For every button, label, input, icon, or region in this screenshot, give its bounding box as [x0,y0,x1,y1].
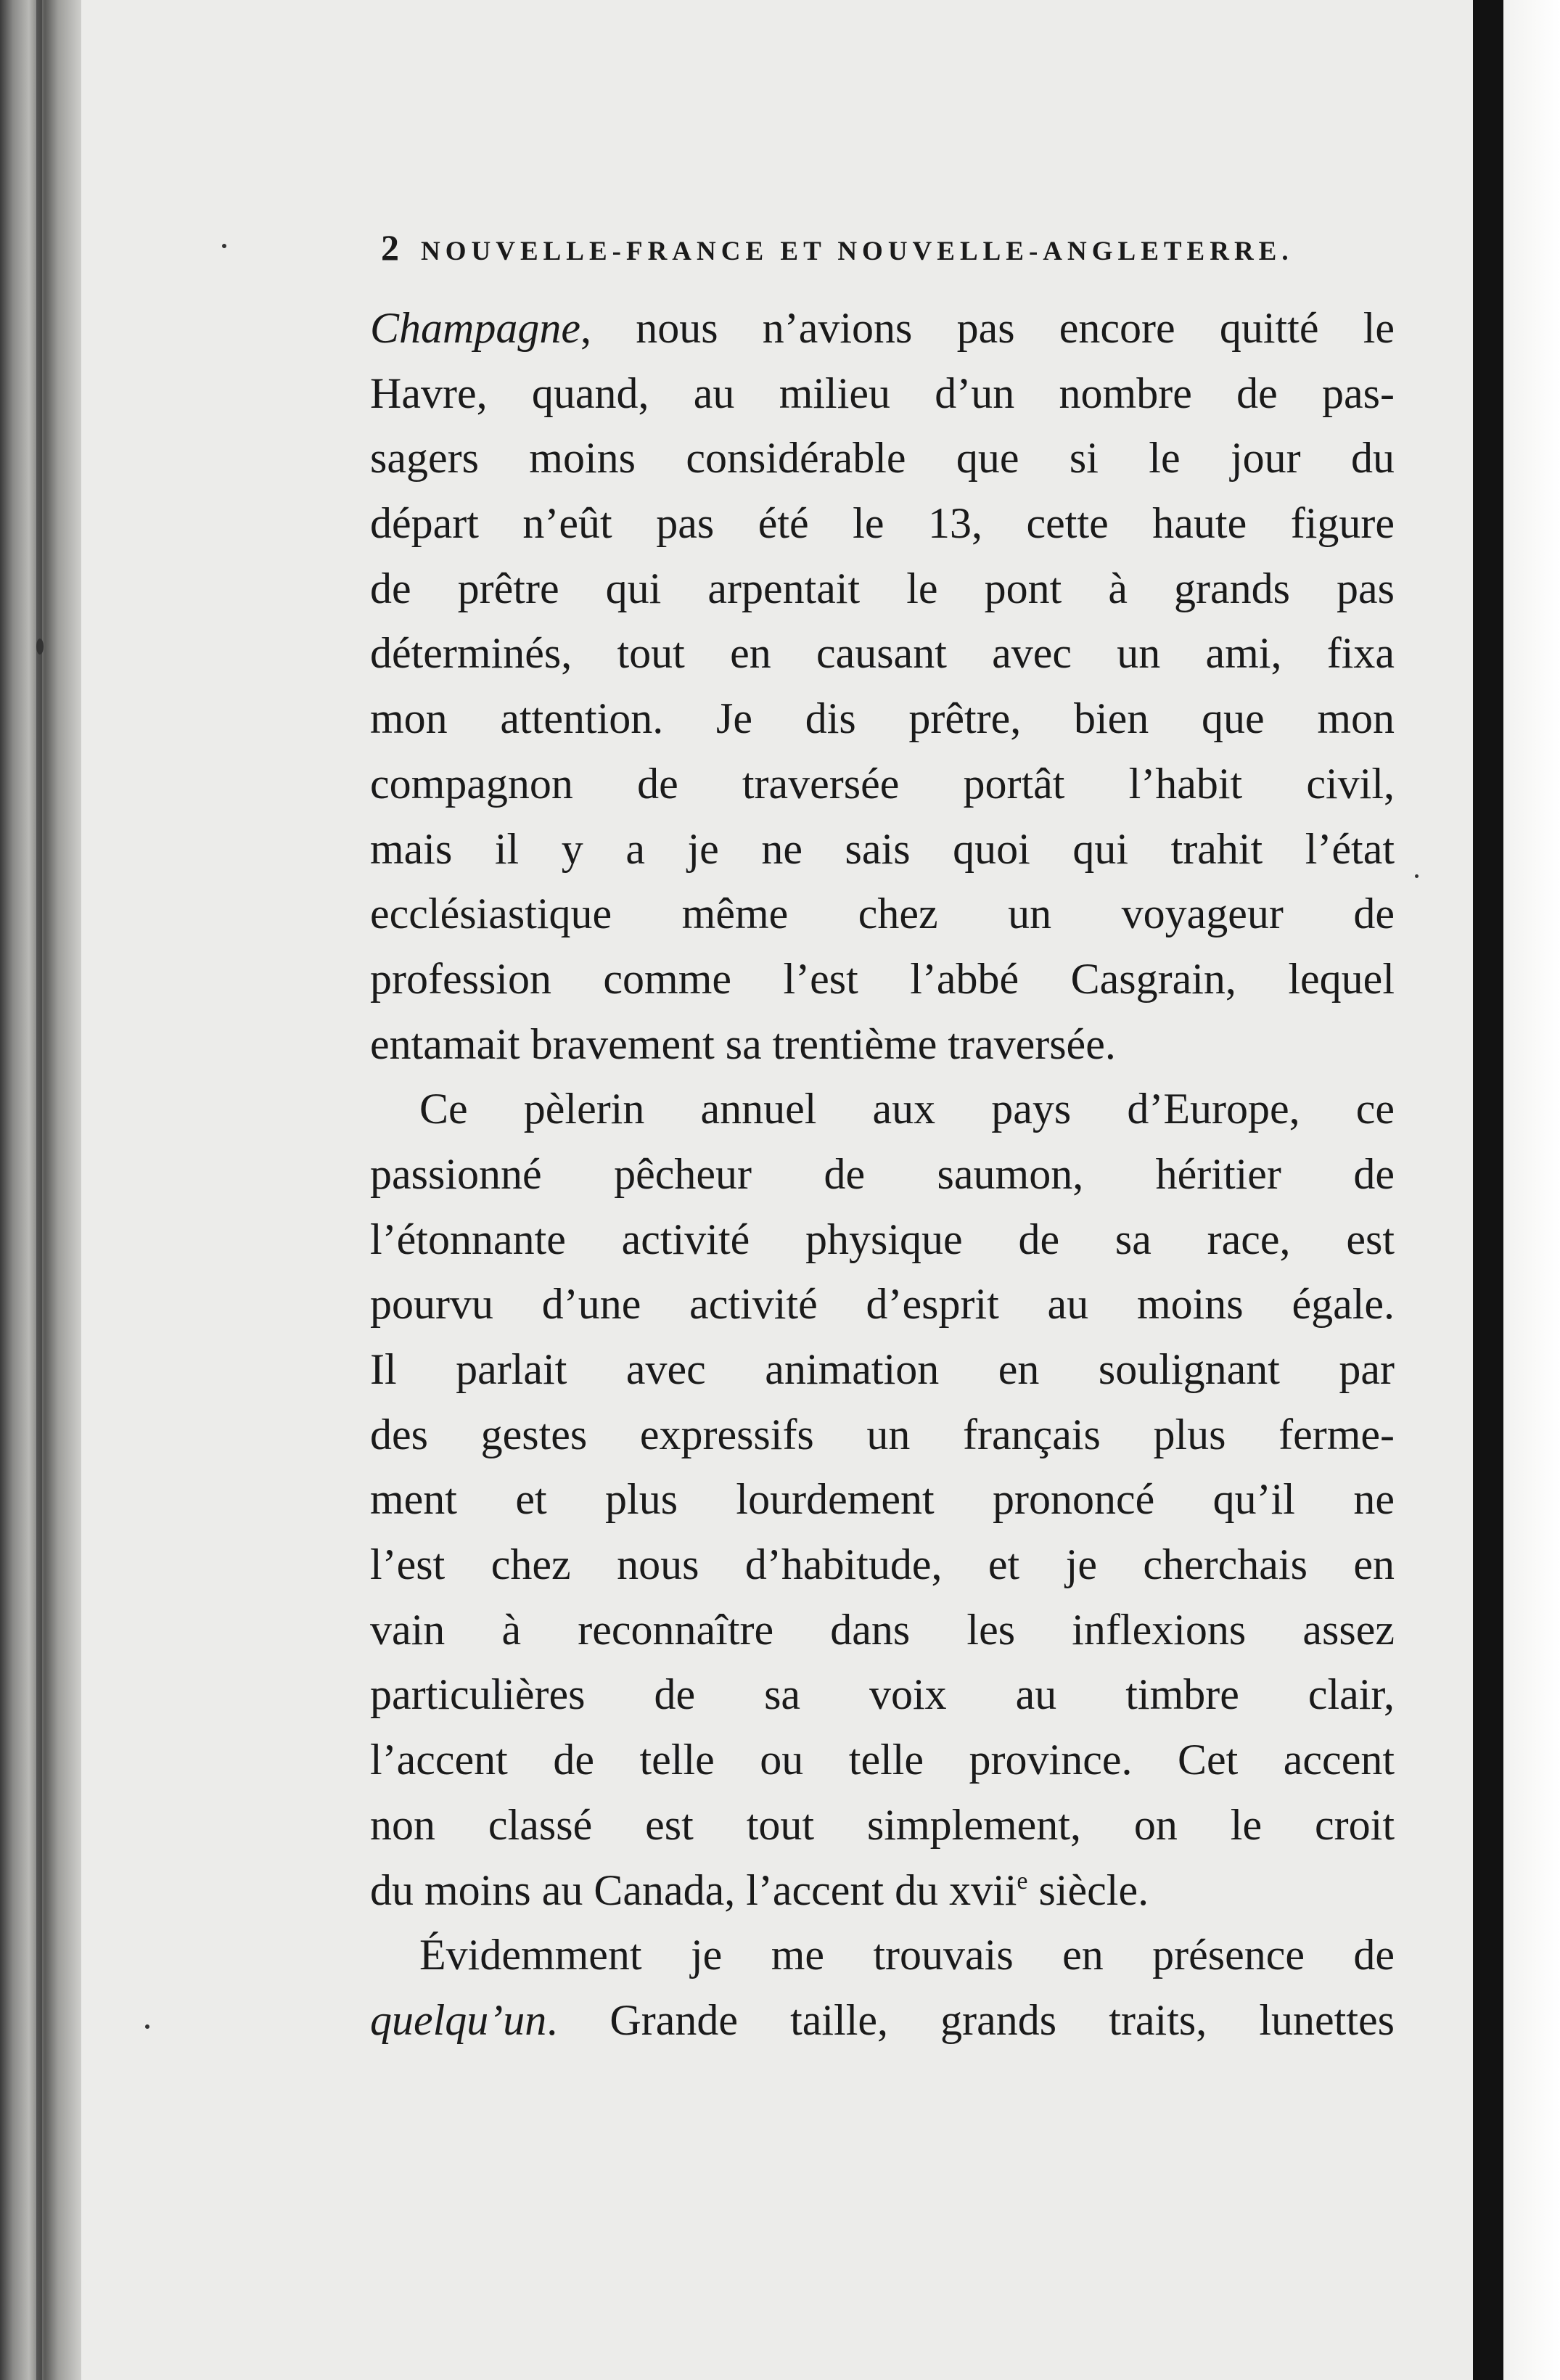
scan-left-edge-line [36,0,42,2380]
scan-right-margin [1503,0,1560,2380]
body-text [370,296,1395,2053]
line-text: du moins au Canada, l’accent du xvii [370,1866,1017,1914]
text-line: des gestes expressifs un français plus ferme- [370,1410,1395,1458]
scan-speck [36,639,44,654]
scan-speck [1415,874,1419,878]
text-line [370,1988,1395,2053]
text-line: mais il y a je ne sais quoi qui trahit l’état [370,824,1395,873]
text-line: ecclésiastique même chez un voyageur de [370,890,1395,938]
text-line: de prêtre qui arpentait le pont à grands pas [370,564,1395,612]
text-line: compagnon de traversée portât l’habit civil, [370,759,1395,808]
line-text: , nous n’avions pas encore quitté le [580,304,1395,352]
text-line [370,296,1395,361]
text-line: Havre, quand, au milieu d’un nombre de pas- [370,369,1395,417]
text-line: déterminés, tout en causant avec un ami, fixa [370,629,1395,678]
text-line: particulières de sa voix au timbre clair, [370,1670,1395,1719]
text-line: entamait bravement sa trentième traversée. [370,1019,1116,1068]
running-title: NOUVELLE-FRANCE ET NOUVELLE-ANGLETERRE. [421,237,1294,266]
running-head [381,226,1353,268]
binding-bar [1473,0,1503,2380]
text-line: l’accent de telle ou telle province. Cet accent [370,1736,1395,1784]
text-line: mon attention. Je dis prêtre, bien que mon [370,694,1395,743]
text-line: l’étonnante activité physique de sa race, est [370,1215,1395,1263]
text-line: départ n’eût pas été le 13, cette haute figure [370,499,1395,548]
text-line: Ce pèlerin annuel aux pays d’Europe, ce [419,1085,1395,1133]
italic-word: quelqu’un [370,1995,547,2044]
superscript: e [1017,1867,1028,1895]
text-line: non classé est tout simplement, on le croit [370,1800,1395,1849]
text-line: Il parlait avec animation en soulignant par [370,1345,1395,1393]
text-line: ment et plus lourdement prononcé qu’il ne [370,1475,1395,1524]
text-line [370,1858,1395,1924]
scan-speck [145,2024,149,2029]
text-line: passionné pêcheur de saumon, héritier de [370,1149,1395,1198]
text-line: l’est chez nous d’habitude, et je cherchais en [370,1540,1395,1589]
text-line: profession comme l’est l’abbé Casgrain, lequel [370,954,1395,1003]
line-text: . Grande taille, grands traits, lunettes [546,1995,1395,2044]
text-line: sagers moins considérable que si le jour du [370,434,1395,483]
text-line: Évidemment je me trouvais en présence de [419,1931,1395,1979]
scan-speck [222,244,226,248]
text-line: pourvu d’une activité d’esprit au moins égale. [370,1280,1395,1329]
page-number: 2 [381,227,399,268]
text-line: vain à reconnaître dans les inflexions assez [370,1605,1395,1654]
italic-word: Champagne [370,304,580,352]
line-text: siècle. [1027,1866,1149,1914]
